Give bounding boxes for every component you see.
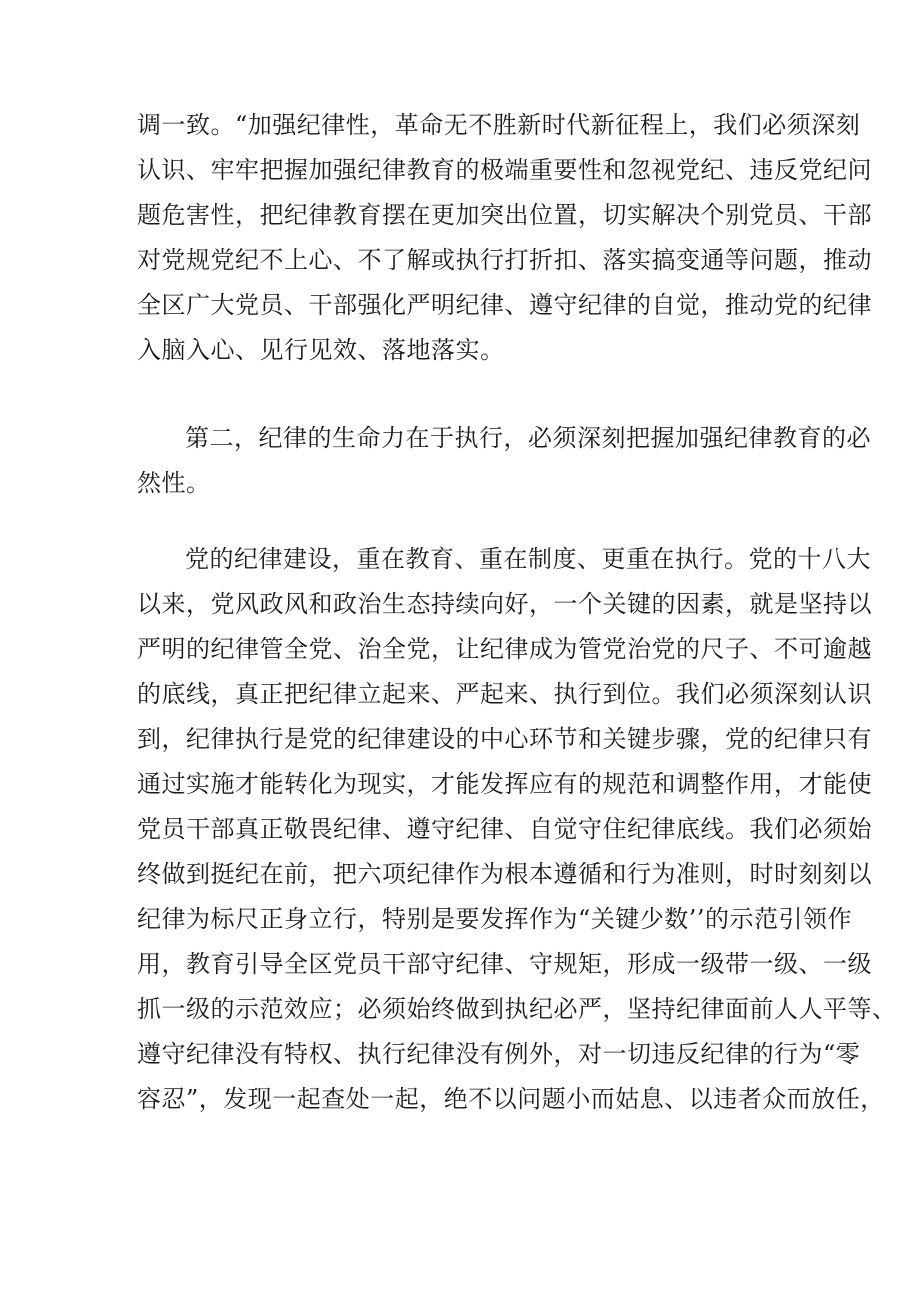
text-line: 然性。 (137, 469, 211, 497)
paragraph-3 (137, 537, 897, 1122)
text-line: 以来，党风政风和政治生态持续向好，一个关键的因素，就是坚持以 (137, 590, 872, 618)
text-line: 抓一级的示范效应；必须始终做到执纪必严，坚持纪律面前人人平等、 (137, 995, 897, 1023)
text-line: 全区广大党员、干部强化严明纪律、遵守纪律的自觉，推动党的纪律 (137, 291, 872, 319)
text-line: 第二，纪律的生命力在于执行，必须深刻把握加强纪律教育的必 (185, 424, 871, 452)
text-line: 对党规党纪不上心、不了解或执行打折扣、落实搞变通等问题，推动 (137, 246, 872, 274)
text-line: 到，纪律执行是党的纪律建设的中心环节和关键步骤，党的纪律只有 (137, 725, 872, 753)
text-line: 党的纪律建设，重在教育、重在制度、更重在执行。党的十八大 (185, 545, 871, 573)
text-line: 题危害性，把纪律教育摆在更加突出位置，切实解决个别党员、干部 (137, 201, 872, 229)
text-line: 认识、牢牢把握加强纪律教育的极端重要性和忽视党纪、违反党纪问 (137, 156, 872, 184)
text-line: 通过实施才能转化为现实，才能发挥应有的规范和调整作用，才能使 (137, 770, 872, 798)
text-line: 的底线，真正把纪律立起来、严起来、执行到位。我们必须深刻认识 (137, 680, 872, 708)
text-line: 用，教育引导全区党员干部守纪律、守规矩，形成一级带一级、一级 (137, 950, 872, 978)
text-line: 遵守纪律没有特权、执行纪律没有例外，对一切违反纪律的行为“零 (137, 1040, 861, 1068)
text-line: 严明的纪律管全党、治全党，让纪律成为管党治党的尺子、不可逾越 (137, 635, 872, 663)
text-line: 纪律为标尺正身立行，特别是要发挥作为“关键少数’’的示范引领作 (137, 905, 853, 933)
text-line: 终做到挺纪在前，把六项纪律作为根本遵循和行为准则，时时刻刻以 (137, 860, 872, 888)
text-line: 党员干部真正敬畏纪律、遵守纪律、自觉守住纪律底线。我们必须始 (137, 815, 872, 843)
text-line: 调一致。“加强纪律性，革命无不胜新时代新征程上，我们必须深刻 (137, 111, 861, 139)
text-line: 入脑入心、见行见效、落地落实。 (137, 336, 505, 364)
paragraph-2 (137, 416, 871, 506)
paragraph-1 (137, 103, 872, 373)
text-line: 容忍”，发现一起查处一起，绝不以问题小而姑息、以违者众而放任， (137, 1085, 885, 1113)
